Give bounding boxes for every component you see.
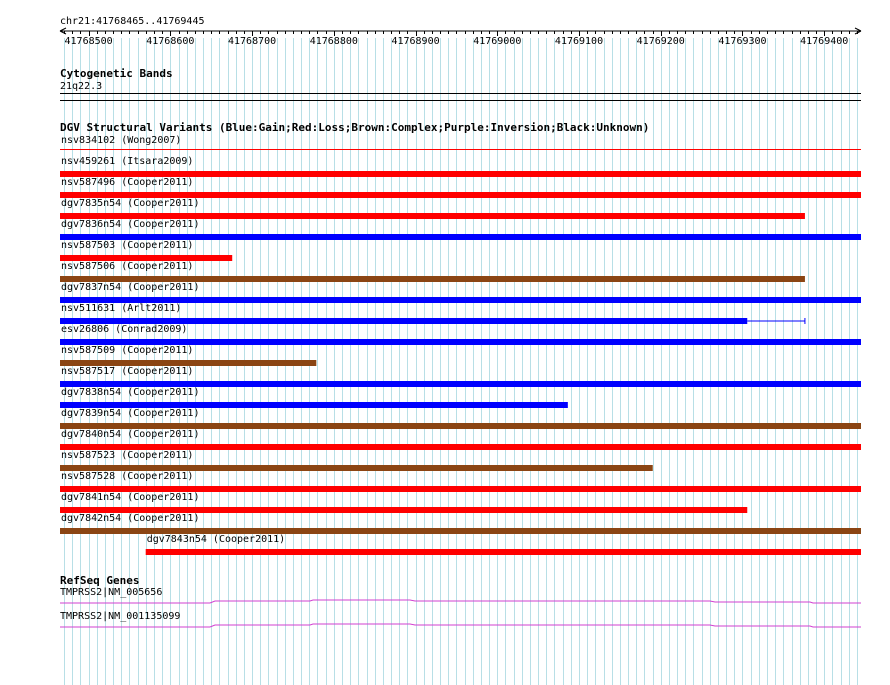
dgv-variant[interactable]: [60, 156, 861, 177]
dgv-variant[interactable]: [60, 387, 568, 408]
dgv-variant-label: dgv7839n54 (Cooper2011): [61, 408, 200, 419]
dgv-variant-label: dgv7841n54 (Cooper2011): [61, 492, 200, 503]
dgv-variant[interactable]: [60, 177, 861, 198]
refseq-gene[interactable]: [60, 587, 861, 603]
dgv-variant-label: esv26806 (Conrad2009): [61, 324, 188, 335]
dgv-variant-label: dgv7837n54 (Cooper2011): [61, 282, 200, 293]
dgv-variant[interactable]: [60, 240, 232, 261]
ruler-tick-label: 41768600: [146, 36, 195, 47]
ruler-tick-label: 41768900: [391, 36, 440, 47]
dgv-variant-bar[interactable]: [146, 549, 861, 555]
dgv-variant[interactable]: [60, 282, 861, 303]
dgv-variant-label: dgv7842n54 (Cooper2011): [61, 513, 200, 524]
dgv-variant-label: nsv587496 (Cooper2011): [61, 177, 194, 188]
dgv-variant-label: dgv7843n54 (Cooper2011): [146, 534, 286, 545]
cytoband-label: 21q22.3: [60, 81, 103, 92]
dgv-variant-label: nsv587517 (Cooper2011): [61, 366, 194, 377]
dgv-variant-label: nsv587528 (Cooper2011): [61, 471, 194, 482]
ruler-tick-label: 41769200: [636, 36, 685, 47]
ruler-tick-label: 41769100: [554, 36, 604, 47]
ruler-tick-label: 41768500: [64, 36, 113, 47]
refseq-gene-label: TMPRSS2|NM_005656: [60, 587, 163, 598]
refseq-track: [60, 574, 861, 627]
dgv-variant-label: dgv7836n54 (Cooper2011): [61, 219, 200, 230]
dgv-variant-label: nsv459261 (Itsara2009): [61, 156, 194, 167]
dgv-variant[interactable]: [146, 534, 861, 555]
dgv-variant[interactable]: [60, 324, 861, 345]
dgv-variant[interactable]: [60, 429, 861, 450]
refseq-gene-model[interactable]: [60, 624, 861, 627]
dgv-variant-label: nsv587509 (Cooper2011): [61, 345, 194, 356]
dgv-variant-label: nsv587503 (Cooper2011): [61, 240, 194, 251]
dgv-variant[interactable]: [60, 219, 861, 240]
dgv-variant[interactable]: [60, 408, 861, 429]
dgv-variant-label: nsv834102 (Wong2007): [61, 135, 182, 146]
refseq-track-title: RefSeq Genes: [60, 574, 140, 587]
cytoband-track: [60, 67, 861, 101]
ruler-tick-label: 41769400: [800, 36, 849, 47]
dgv-variant-label: dgv7835n54 (Cooper2011): [61, 198, 200, 209]
ruler-title: chr21:41768465..41769445: [60, 16, 205, 27]
cytoband-track-title: Cytogenetic Bands: [60, 67, 173, 80]
dgv-variant[interactable]: [60, 471, 861, 492]
ruler-tick-label: 41769000: [473, 36, 522, 47]
dgv-variants: [60, 135, 861, 555]
dgv-track-title: DGV Structural Variants (Blue:Gain;Red:Loss;Brown:Complex;Purple:Inversion;Black:Unknown): [60, 121, 650, 134]
ruler-tick-label: 41768700: [227, 36, 277, 47]
ruler-tick-label: 41769300: [718, 36, 767, 47]
dgv-variant-label: nsv587506 (Cooper2011): [61, 261, 194, 272]
refseq-gene-label: TMPRSS2|NM_001135099: [60, 611, 181, 622]
dgv-track: [60, 121, 861, 555]
dgv-variant[interactable]: [60, 513, 861, 534]
dgv-variant[interactable]: [60, 135, 861, 150]
ruler-ticks: [65, 31, 858, 47]
dgv-variant-label: dgv7838n54 (Cooper2011): [61, 387, 200, 398]
ruler-tick-label: 41768800: [309, 36, 358, 47]
dgv-variant-label: dgv7840n54 (Cooper2011): [61, 429, 200, 440]
refseq-gene-model[interactable]: [60, 600, 861, 603]
dgv-variant[interactable]: [60, 366, 861, 387]
refseq-genes: [60, 587, 861, 627]
refseq-gene[interactable]: [60, 611, 861, 627]
ruler-track: [60, 16, 861, 47]
dgv-variant-label: nsv587523 (Cooper2011): [61, 450, 194, 461]
dgv-variant-label: nsv511631 (Arlt2011): [61, 303, 182, 314]
